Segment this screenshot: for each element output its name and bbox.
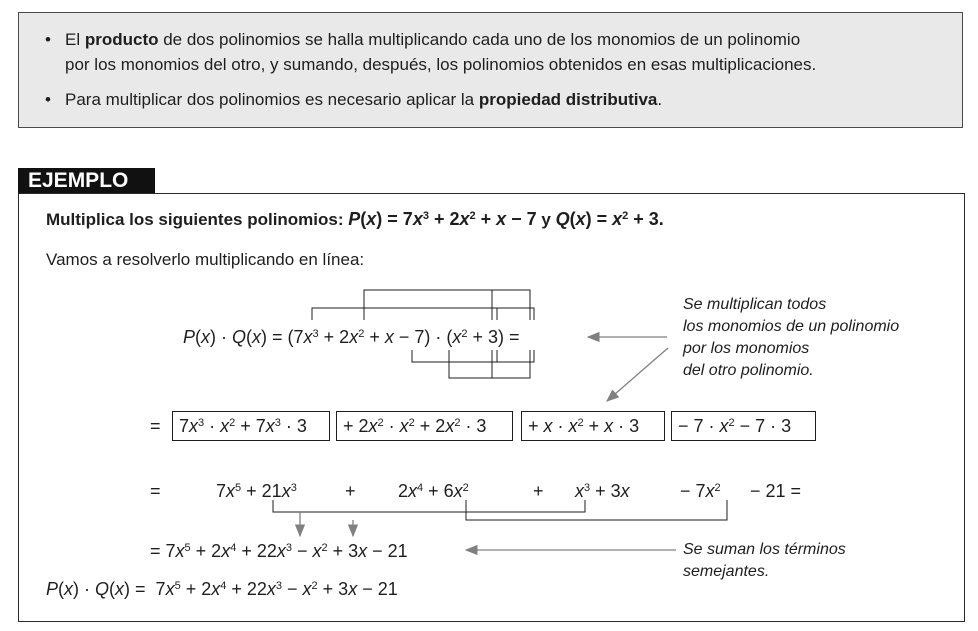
bullet-icon: •: [45, 90, 51, 109]
box-term-7x3: $7x^3 \cdot x^2 + 7x^3 \cdot 3$: [172, 411, 330, 441]
box-term-2x2: + $2x^2 \cdot x^2 + 2x^2 \cdot 3$: [336, 411, 513, 441]
expanded-term-3: $x^3 + 3x$: [575, 481, 630, 501]
note-multiply: Se multiplican todos los monomios de un polinomio por los monomios del otro polinomio.: [683, 296, 900, 379]
bracket-lines: [273, 290, 727, 520]
note-sum: Se suman los términos semejantes.: [683, 541, 846, 580]
arrow-lines: [300, 337, 676, 550]
exercise-statement: Multiplica los siguientes polinomios: $P(x) = 7x^3 + 2x^2 + x - 7$ y $Q(x) = x^2 + 3$.: [46, 209, 664, 229]
example-tab: EJEMPLO: [18, 168, 155, 194]
distributive-line: Para multiplicar dos polinomios es necesario aplicar la propiedad distributiva.: [65, 90, 663, 109]
expanded-term-5: − 21 =: [750, 481, 802, 501]
plus-sign: +: [345, 481, 356, 501]
box-term-minus7: − $7 \cdot x^2 - 7 \cdot 3$: [671, 411, 816, 441]
expanded-term-4: − $7x^2$: [680, 481, 721, 501]
definition-line-2: por los monomios del otro, y sumando, después, los polinomios obtenidos en esas multiplicaciones.: [65, 55, 817, 74]
box-term-x: + $x \cdot x^2 + x \cdot 3$: [521, 411, 665, 441]
equals-sign: =: [150, 481, 161, 501]
definition-line-1: El producto de dos polinomios se halla multiplicando cada uno de los monomios de un polinomio: [65, 30, 801, 49]
expanded-term-1: $7x^5 + 21x^3$: [216, 481, 297, 501]
product-expression: $P(x) \cdot Q(x) = (7x^3 + 2x^2 + x - 7) \cdot (x^2 + 3)$ =: [183, 327, 520, 347]
equals-sign: =: [150, 416, 161, 436]
final-result: $P(x) \cdot Q(x) = 7x^5 + 2x^4 + 22x^3 - x^2 + 3x - 21$: [46, 579, 398, 599]
plus-sign: +: [533, 481, 544, 501]
expanded-term-2: $2x^4 + 6x^2$: [398, 481, 469, 501]
bullet-icon: •: [45, 30, 51, 49]
sum-result: = $7x^5 + 2x^4 + 22x^3 - x^2 + 3x - 21$: [150, 541, 408, 561]
method-intro: Vamos a resolverlo multiplicando en línea:: [46, 250, 365, 269]
